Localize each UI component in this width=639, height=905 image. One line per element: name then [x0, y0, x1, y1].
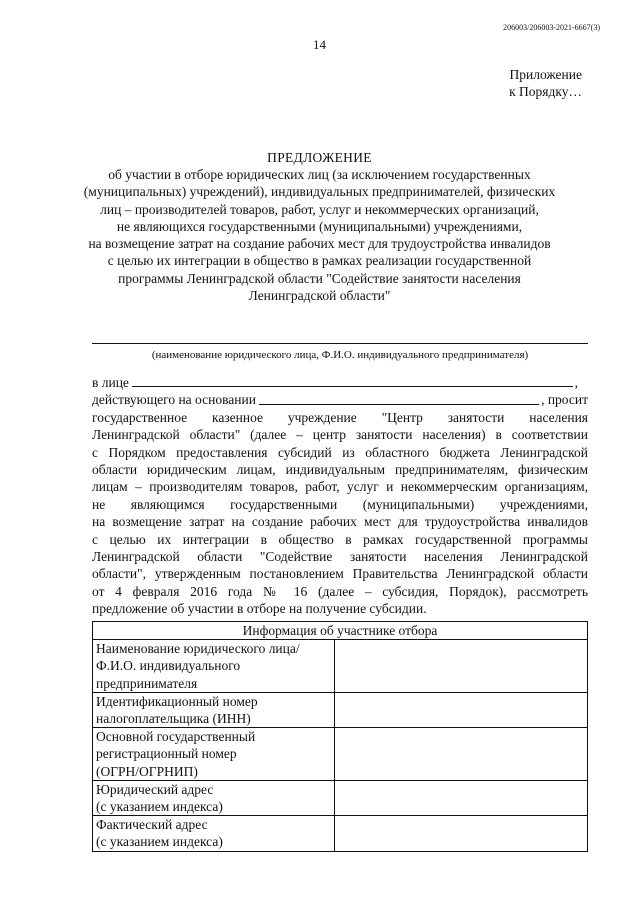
table-row	[93, 780, 588, 815]
in-person-line	[92, 374, 588, 391]
body-line: на возмещение затрат на создание рабочих мест для трудоустройства инвалидов	[92, 514, 588, 530]
subtitle-line: лиц – производителей товаров, работ, услуг и некоммерческих организаций,	[100, 201, 539, 217]
body-line: с целью их интеграции в общество в рамках государственной программы	[92, 531, 588, 547]
legal-address-value-cell[interactable]	[335, 780, 588, 815]
row-label	[93, 816, 335, 851]
inn-value-cell[interactable]	[335, 692, 588, 727]
label-line: (с указанием индекса)	[96, 834, 223, 850]
subtitle-line: с целью их интеграции в общество в рамках реализации государственной	[107, 253, 532, 269]
subtitle-line: на возмещение затрат на создание рабочих мест для трудоустройства инвалидов	[88, 236, 551, 252]
body-line: Ленинградской области" (далее – центр занятости населения) в соответствии	[92, 427, 588, 443]
label-line: Основной государственный	[96, 729, 256, 745]
subtitle-line: об участии в отборе юридических лиц (за исключением государственных	[108, 167, 531, 182]
body-line: государственное казенное учреждение "Центр занятости населения	[92, 409, 588, 425]
body-line: области", утвержденным постановлением Правительства Ленинградской области	[92, 566, 588, 582]
appendix-reference	[0, 66, 582, 100]
basis-suffix: , просит	[541, 392, 588, 408]
table-row	[93, 692, 588, 727]
in-person-label: в лице	[92, 375, 129, 390]
label-line: (с указанием индекса)	[96, 799, 223, 815]
label-line: Ф.И.О. индивидуального	[96, 658, 241, 674]
table-header-row	[93, 622, 588, 640]
entity-name-value-cell[interactable]	[335, 640, 588, 693]
table-row	[93, 816, 588, 851]
row-label	[93, 780, 335, 815]
document-id: 206003/206003-2021-6667(3)	[503, 23, 600, 32]
ogrn-value-cell[interactable]	[335, 728, 588, 781]
row-label	[93, 640, 335, 693]
row-label	[93, 692, 335, 727]
basis-label: действующего на основании	[92, 392, 256, 408]
body-line: Ленинградской области "Содействие занятости населения Ленинградской	[92, 549, 588, 565]
row-label	[93, 728, 335, 781]
table-row	[93, 728, 588, 781]
basis-document-field[interactable]	[259, 391, 539, 404]
label-line: регистрационный номер	[96, 746, 237, 762]
applicant-name-field[interactable]	[92, 343, 588, 344]
label-line: предпринимателя	[96, 675, 198, 691]
applicant-name-caption: (наименование юридического лица, Ф.И.О. индивидуального предпринимателя)	[151, 349, 529, 361]
document-subtitle	[40, 166, 599, 304]
label-line: налогоплательщика (ИНН)	[96, 711, 251, 727]
body-last-line: предложение об участии в отборе на получение субсидии.	[92, 601, 427, 617]
page-number: 14	[313, 37, 326, 52]
participant-info-table	[92, 621, 588, 852]
body-line: от 4 февраля 2016 года № 16 (далее – субсидия, Порядок), рассмотреть	[92, 583, 588, 599]
label-line: Фактический адрес	[96, 817, 208, 833]
in-person-comma: ,	[574, 375, 578, 390]
label-line: Идентификационный номер	[96, 693, 258, 709]
subtitle-line: (муниципальных) учреждений), индивидуальных предпринимателей, физических	[83, 184, 556, 200]
document-title: ПРЕДЛОЖЕНИЕ	[267, 150, 372, 165]
appendix-line: к Порядку…	[509, 84, 582, 99]
proposal-body	[92, 374, 588, 618]
subtitle-line: программы Ленинградской области "Содействие занятости населения	[118, 270, 521, 286]
subtitle-line: Ленинградской области"	[248, 288, 391, 304]
body-line: не являющимся государственными (муниципальными) учреждениями,	[92, 496, 588, 512]
table-row	[93, 640, 588, 693]
representative-name-field[interactable]	[132, 374, 573, 387]
label-line: Юридический адрес	[96, 781, 214, 797]
label-line: (ОГРН/ОГРНИП)	[96, 763, 198, 779]
body-line: с Порядком предоставления субсидий из областного бюджета Ленинградской	[92, 444, 588, 460]
body-line: области юридическим лицам, индивидуальным предпринимателям, физическим	[92, 462, 588, 478]
body-line: лицам – производителям товаров, работ, услуг и некоммерческим организациям,	[92, 479, 588, 495]
subtitle-line: не являющихся государственными (муниципальными) учреждениями,	[116, 218, 523, 234]
table-header: Информация об участнике отбора	[93, 622, 588, 640]
actual-address-value-cell[interactable]	[335, 816, 588, 851]
label-line: Наименование юридического лица/	[96, 641, 300, 657]
basis-line	[92, 391, 588, 408]
appendix-line: Приложение	[509, 67, 582, 82]
